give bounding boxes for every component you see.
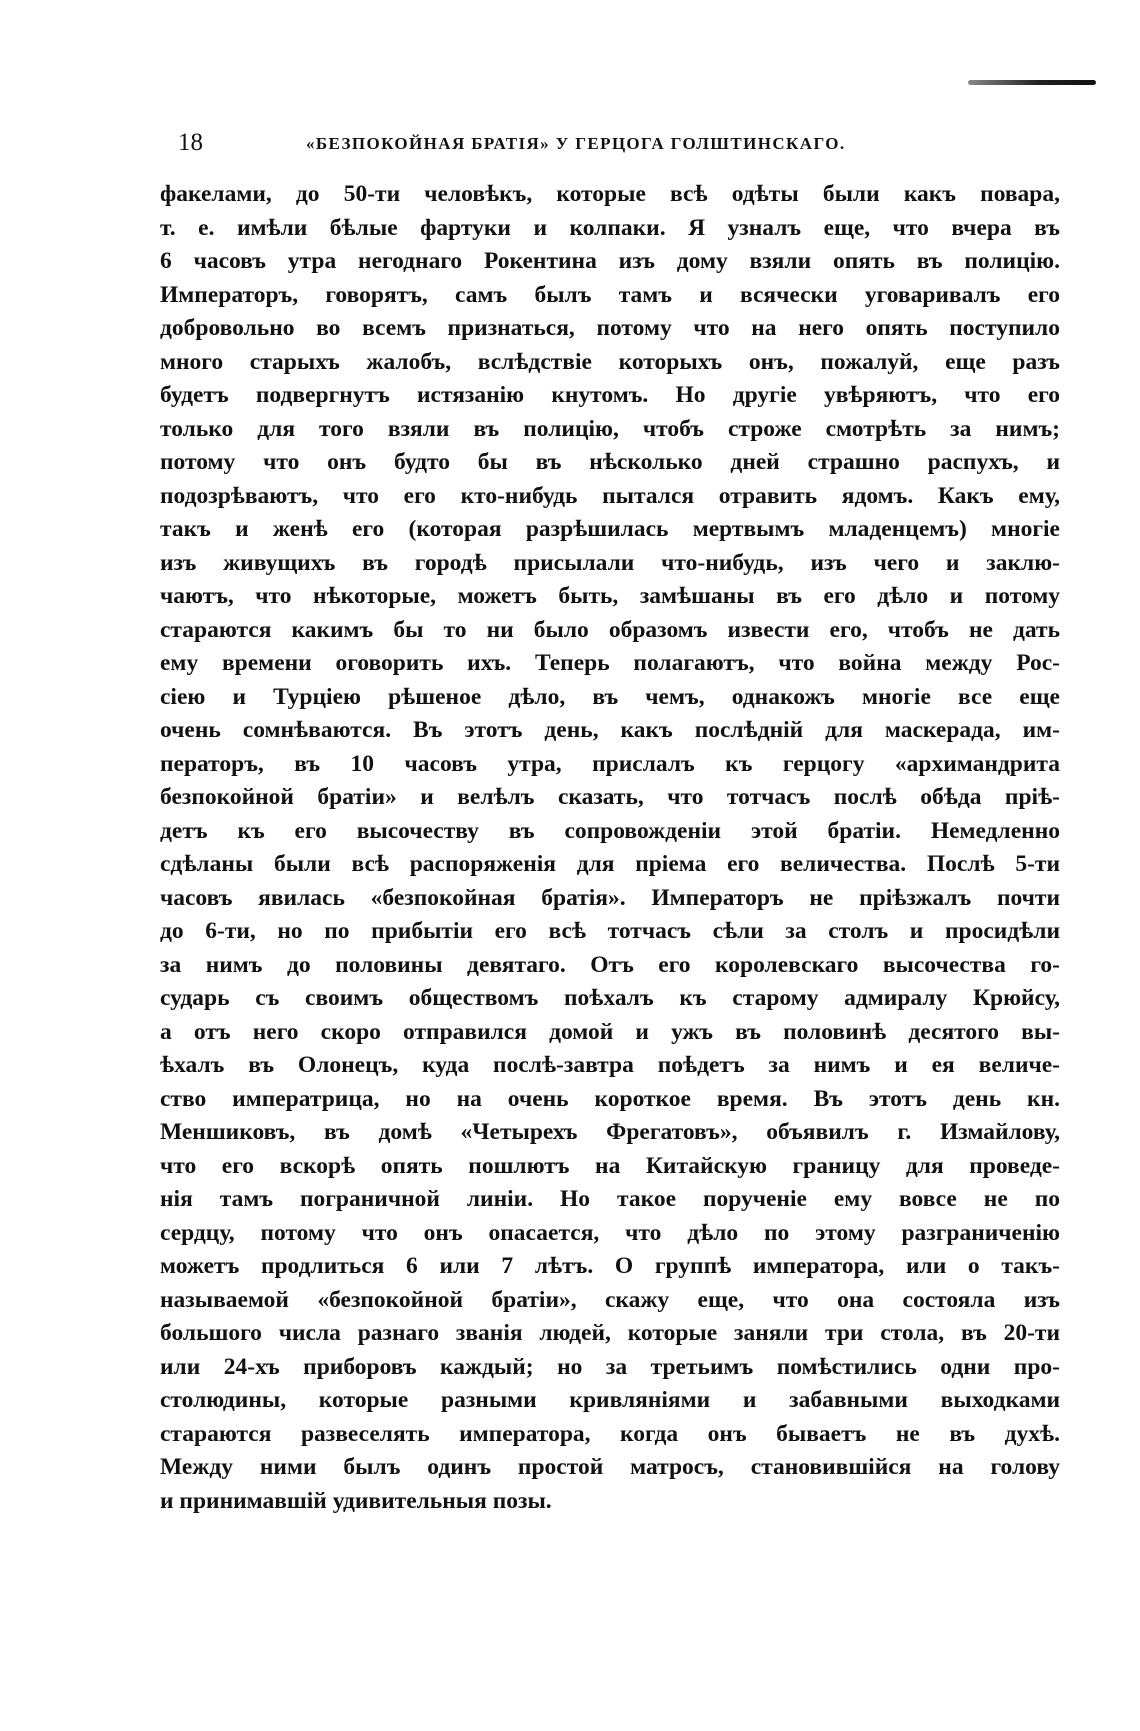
text-line: очень сомнѣваются. Въ этотъ день, какъ послѣдній для маскерада, им- — [160, 717, 1060, 743]
running-header — [178, 126, 938, 160]
running-title: «БЕЗПОКОЙНАЯ БРАТІЯ» У ГЕРЦОГА ГОЛШТИНСКАГО. — [306, 134, 846, 153]
text-line: часовъ явилась «безпокойная братія». Императоръ не пріѣзжалъ почти — [160, 884, 1060, 911]
text-line: сердцу, потому что онъ опасается, что дѣло по этому разграниченію — [160, 1219, 1060, 1246]
text-line: факелами, до 50-ти человѣкъ, которые всѣ одѣты были какъ повара, — [160, 181, 1060, 207]
text-line: или 24-хъ приборовъ каждый; но за третьимъ помѣстились одни про- — [160, 1353, 1060, 1380]
scan-mark — [968, 80, 1096, 85]
text-line: а отъ него скоро отправился домой и ужъ въ половинѣ десятого вы- — [160, 1018, 1060, 1045]
text-line: добровольно во всемъ признаться, потому что на него опять поступило — [160, 315, 1060, 341]
text-line: и принимавшій удивительныя позы. — [160, 1487, 552, 1514]
text-line: такъ и женѣ его (которая разрѣшилась мертвымъ младенцемъ) многіе — [160, 516, 1060, 542]
text-line: сдѣланы были всѣ распоряженія для пріема его величества. Послѣ 5-ти — [160, 851, 1060, 877]
body-text — [160, 178, 1060, 1518]
text-line: Между ними былъ одинъ простой матросъ, становившійся на голову — [160, 1454, 1060, 1480]
text-line: можетъ продлиться 6 или 7 лѣтъ. О группѣ императора, или о такъ- — [160, 1253, 1060, 1279]
text-line: потому что онъ будто бы въ нѣсколько дней страшно распухъ, и — [160, 449, 1060, 475]
text-line: ему времени оговорить ихъ. Теперь полагаютъ, что война между Рос- — [160, 650, 1060, 676]
text-line: что его вскорѣ опять пошлютъ на Китайскую границу для проведе- — [160, 1152, 1060, 1179]
text-line: подозрѣваютъ, что его кто-нибудь пытался отравить ядомъ. Какъ ему, — [160, 482, 1060, 509]
text-line: называемой «безпокойной братіи», скажу еще, что она состояла изъ — [160, 1286, 1060, 1313]
text-line: только для того взяли въ полицію, чтобъ строже смотрѣть за нимъ; — [160, 415, 1060, 442]
text-line: чаютъ, что нѣкоторые, можетъ быть, замѣшаны въ его дѣло и потому — [160, 583, 1060, 609]
text-line: за нимъ до половины девятаго. Отъ его королевскаго высочества го- — [160, 951, 1060, 978]
text-line: нія тамъ пограничной линіи. Но такое порученіе ему вовсе не по — [160, 1186, 1060, 1212]
text-line: детъ къ его высочеству въ сопровожденіи этой братіи. Немедленно — [160, 817, 1060, 844]
text-line: безпокойной братіи» и велѣлъ сказать, что тотчасъ послѣ обѣда пріѣ- — [160, 784, 1060, 810]
text-line: стараются какимъ бы то ни было образомъ извести его, чтобъ не дать — [160, 616, 1060, 643]
text-line: столюдины, которые разными кривляніями и забавными выходками — [160, 1387, 1060, 1413]
text-line: ѣхалъ въ Олонецъ, куда послѣ-завтра поѣдетъ за нимъ и ея величе- — [160, 1052, 1060, 1078]
text-line: 6 часовъ утра негоднаго Рокентина изъ дому взяли опять въ полицію. — [160, 248, 1060, 274]
page-number: 18 — [178, 129, 203, 156]
text-line: Меншиковъ, въ домѣ «Четырехъ Фрегатовъ», объявилъ г. Измайлову, — [160, 1119, 1060, 1145]
text-line: т. е. имѣли бѣлые фартуки и колпаки. Я узналъ еще, что вчера въ — [160, 214, 1060, 241]
text-line: большого числа разнаго званія людей, которые заняли три стола, въ 20-ти — [160, 1320, 1060, 1346]
text-line: стараются развеселять императора, когда онъ бываетъ не въ духѣ. — [160, 1420, 1060, 1447]
text-line: много старыхъ жалобъ, вслѣдствіе которыхъ онъ, пожалуй, еще разъ — [160, 348, 1060, 375]
text-line: Императоръ, говорятъ, самъ былъ тамъ и всячески уговаривалъ его — [160, 281, 1060, 308]
text-line: сіею и Турціею рѣшеное дѣло, въ чемъ, однакожъ многіе все еще — [160, 683, 1060, 710]
text-line: будетъ подвергнутъ истязанію кнутомъ. Но другіе увѣряютъ, что его — [160, 382, 1060, 408]
text-line: до 6-ти, но по прибытіи его всѣ тотчасъ сѣли за столъ и просидѣли — [160, 918, 1060, 944]
text-line: ператоръ, въ 10 часовъ утра, прислалъ къ герцогу «архимандрита — [160, 750, 1060, 777]
text-line: ство императрица, но на очень короткое время. Въ этотъ день кн. — [160, 1085, 1060, 1112]
text-line: сударь съ своимъ обществомъ поѣхалъ къ старому адмиралу Крюйсу, — [160, 985, 1060, 1011]
text-line: изъ живущихъ въ городѣ присылали что-нибудь, изъ чего и заклю- — [160, 549, 1060, 576]
